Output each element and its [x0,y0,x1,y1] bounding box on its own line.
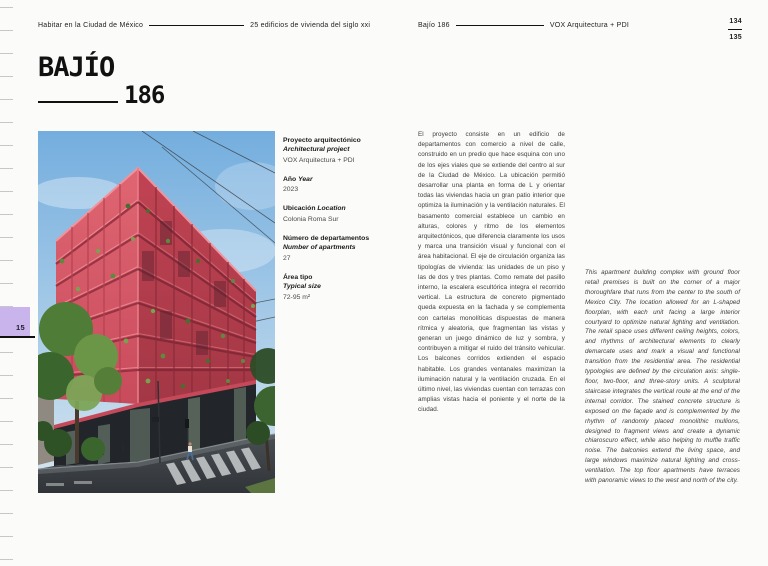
book-title: Habitar en la Ciudad de México [38,21,144,29]
meta-label-en: Number of apartments [283,244,356,252]
chapter-tab-number: 15 [16,323,25,332]
chapter-title-rule [38,101,118,104]
meta-year [283,175,403,195]
building-photo-art [38,131,275,493]
body-text-english: This apartment building complex with ground floor retail premises is built on the corner of a major thoroughfare that runs from the center to the south of Mexico City. The location allowed for an L-shaped floorplan, with each unit facing a large interior courtyard to optimize natural lighting and ventilation. The retail space uses different ceiling heights, colors, and rhythms of architectural elements to clearly demarcate uses and mark a visual and functional transition from the residential area. The residential typologies are defined by the circulation axis: single-floor, two-floor, and three-story units. A sculptural staircase integrates the vertical route at the end of the internal corridor. The stained concrete structure is exposed on the façade and is complemented by the rhythm of randomly placed monolithic mullions, designed to fragment views and create a dynamic chiaroscuro effect, while also helping to muffle traffic noise. The balconies extend the living space, and large windows maximize natural lighting and cross-ventilation. The top floor apartments have terraces with panoramic views to the west and north of the city. [585,269,740,485]
chapter-title-number: 186 [124,81,165,109]
chapter-index-ticks [0,0,13,566]
page-number-bottom: 135 [729,34,742,41]
meta-value: Colonia Roma Sur [283,215,339,223]
meta-label-es: Ubicación [283,205,316,213]
meta-value: 2023 [283,186,299,194]
body-text-spanish: El proyecto consiste en un edificio de departamentos con comercio a nivel de calle, construido en un predio que hace esquina con uno de los ejes viales que se extiende del centro al sur de la Ciudad de México. La ubicación permitió desarrollar una planta en forma de L y orientar todas las viviendas hacia un gran patio interior que optimiza la iluminación y la ventilación naturales. El basamento comercial establece un cambio en alturas, colores y ritmo de los elementos arquitectónicos, que diferencia claramente los usos y marca una transición visual y funcional con el área habitacional. El eje de circulación organiza las tipologías de vivienda: las unidades de un piso y las de dos y tres plantas. Como remate del pasillo interno, la escalera escultórica integra el recorrido vertical. La estructura de concreto pigmentado queda expuesta en la fachada y se complementa con cartelas monolíticas dispuestas de manera rítmica y aleatoria, que fragmentan las vistas y generan un juego dinámico de luz y sombra, y contribuyen a mitigar el ruido del tránsito vehicular. Los balcones corridos extienden el espacio habitable. Los grandes ventanales maximizan la iluminación natural y la ventilación cruzada. En el último nivel, las viviendas cuentan con terrazas con amplias vistas hacia el poniente y el norte de la ciudad. [418,131,565,414]
meta-location [283,204,403,224]
running-head-rule [149,25,244,26]
running-head-right [418,20,629,30]
book-subtitle: 25 edificios de vivienda del siglo xxi [250,21,371,29]
running-head-left [38,20,370,30]
meta-value: 27 [283,254,291,262]
meta-label-en: Year [298,175,313,183]
meta-label-es: Número de departamentos [283,235,370,243]
chapter-name: Bajío 186 [418,21,450,29]
meta-architect [283,136,403,165]
project-metadata [283,136,403,312]
chapter-tab-underline [0,336,35,338]
page-numbers [710,18,742,41]
meta-label-en: Typical size [283,283,321,291]
meta-label-es: Proyecto arquitectónico [283,137,361,144]
studio-name: VOX Arquitectura + PDI [549,21,630,29]
meta-value: VOX Arquitectura + PDI [283,156,355,164]
meta-label-es: Área tipo [283,273,313,281]
page-number-top: 134 [729,18,742,25]
meta-typical-size [283,273,403,302]
meta-label-es: Año [283,175,297,183]
page-number-rule [728,29,742,30]
meta-apartments [283,234,403,263]
meta-value: 72-95 m² [283,293,311,301]
meta-label-en: Location [317,205,346,213]
meta-label-en: Architectural project [283,146,350,154]
chapter-title-name: BAJÍO [38,52,115,83]
chapter-title [38,53,164,107]
building-photo [38,131,275,493]
running-head-rule [456,25,544,26]
chapter-tab [0,307,30,336]
